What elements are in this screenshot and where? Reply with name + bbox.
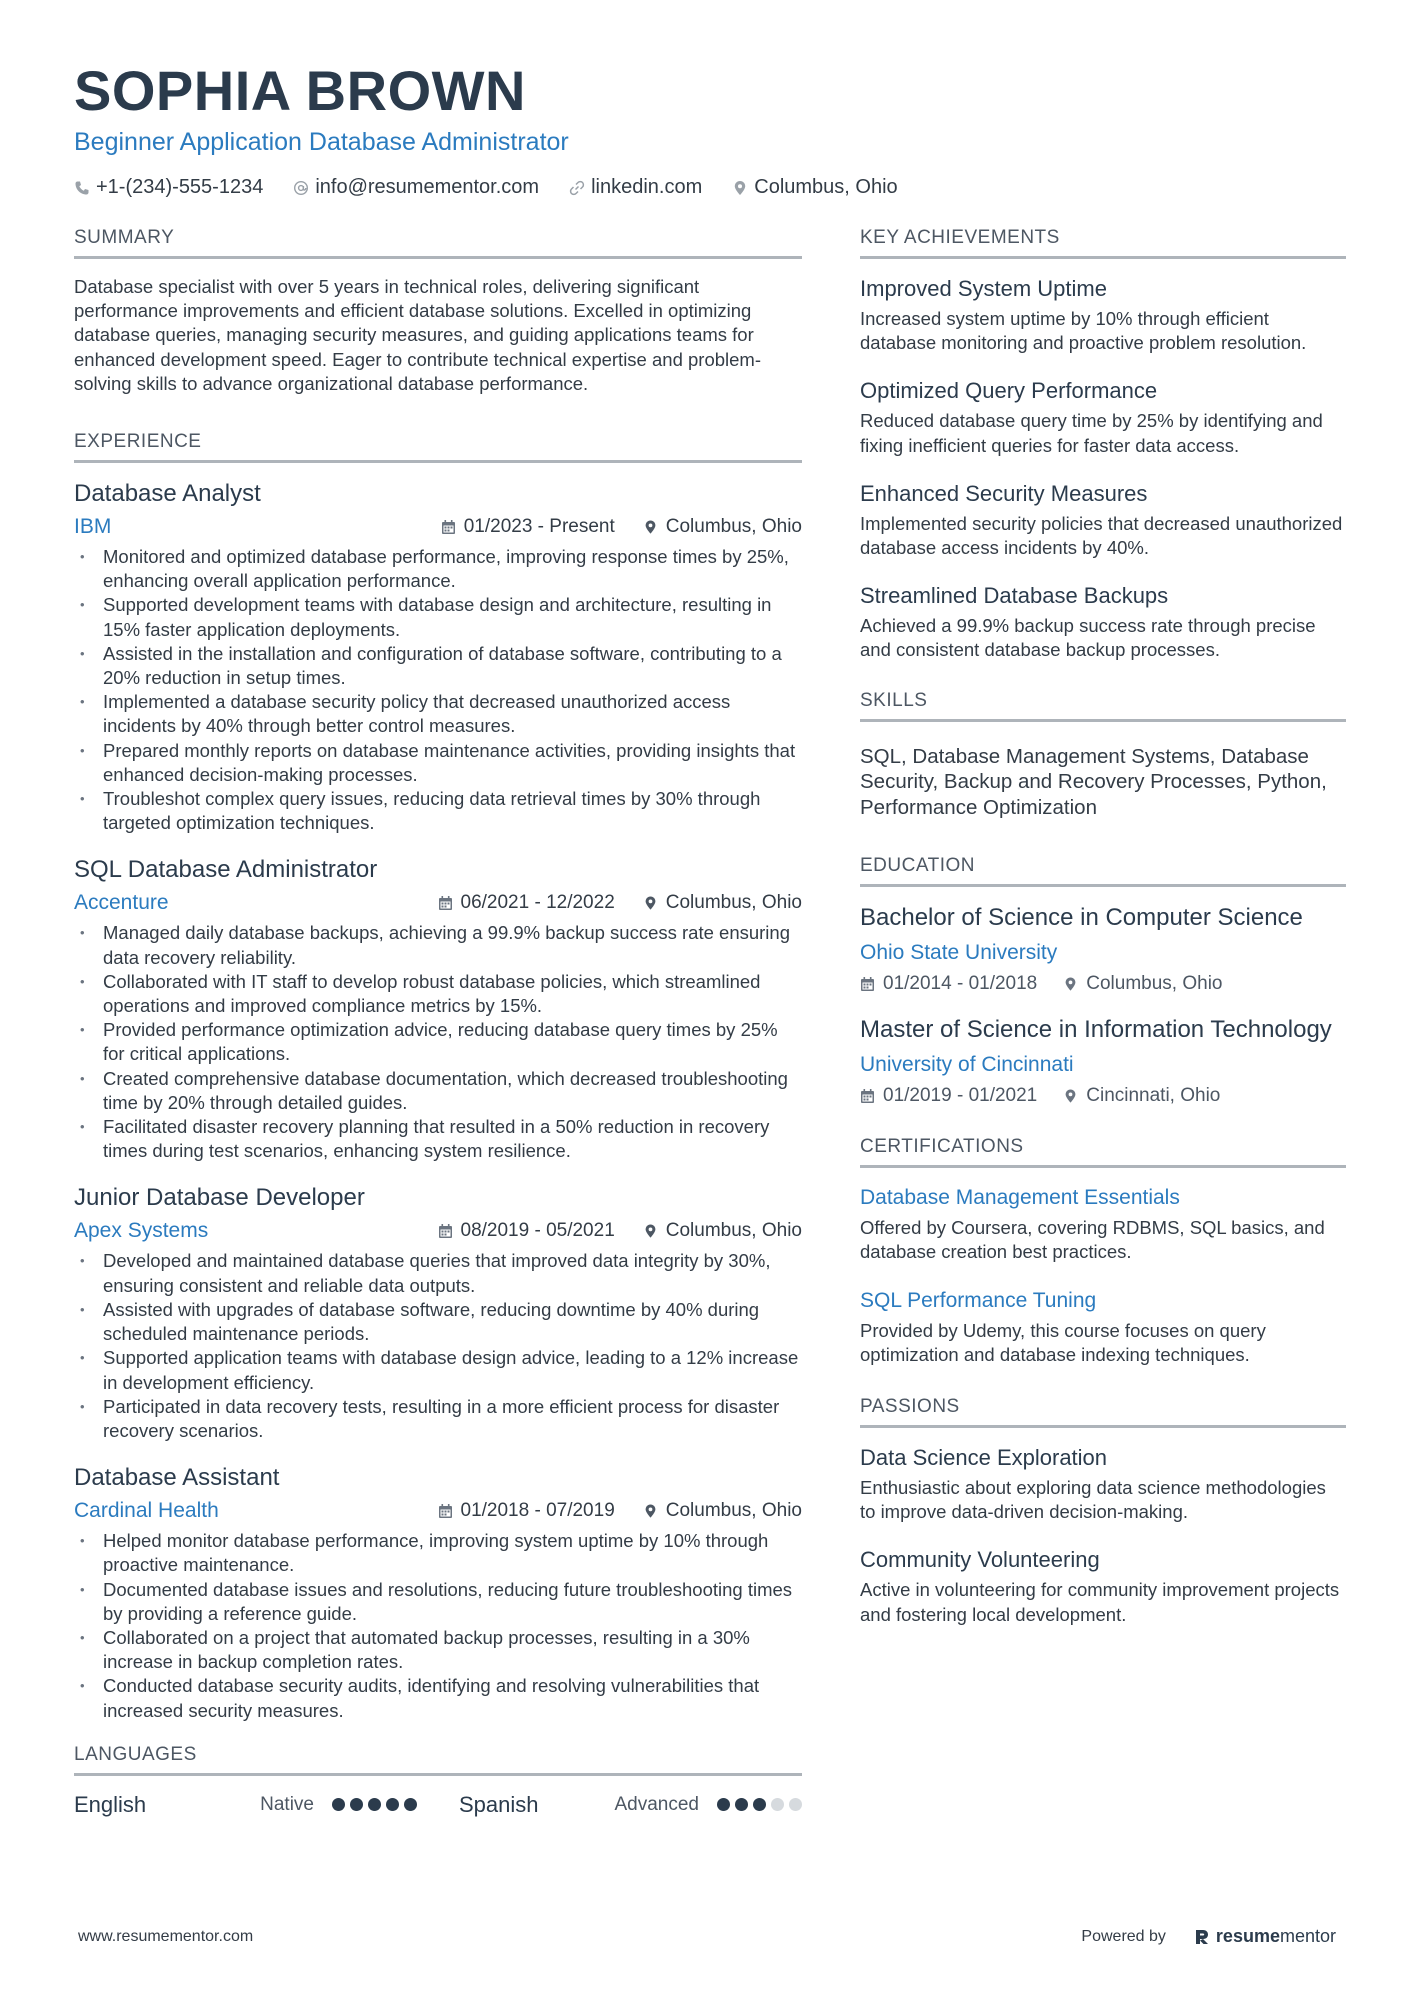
rating-dot-empty — [771, 1798, 784, 1811]
company-name: IBM — [74, 515, 112, 539]
powered-by-text: Powered by — [1081, 1927, 1166, 1945]
passion-title: Data Science Exploration — [860, 1444, 1108, 1470]
rating-dot-filled — [368, 1798, 381, 1811]
job-dates-text: 01/2018 - 07/2019 — [460, 1500, 615, 1522]
achievement-item — [860, 377, 1346, 457]
job-entry — [74, 1463, 802, 1723]
job-location-text: Columbus, Ohio — [665, 1220, 802, 1242]
job-dates-text: 06/2021 - 12/2022 — [460, 892, 615, 914]
bullet-item: • Supported development teams with database design and architecture, resulting in 15% faster application deployments. — [74, 593, 802, 641]
brand-bold-text: resume — [1215, 1926, 1280, 1946]
job-title: Database Assistant — [74, 1464, 280, 1492]
calendar-icon — [438, 1503, 453, 1519]
location-pin-icon — [643, 895, 658, 911]
achievement-desc: Achieved a 99.9% backup success rate through precise and consistent database backup processes. — [860, 615, 1316, 661]
left-column — [74, 226, 802, 1852]
job-entry — [74, 479, 802, 835]
language-proficiency — [614, 1794, 802, 1816]
achievement-item — [860, 275, 1346, 355]
language-rating — [717, 1798, 802, 1811]
skills-section — [860, 689, 1346, 821]
job-meta-details — [438, 892, 802, 914]
achievement-title: Improved System Uptime — [860, 276, 1107, 301]
job-bullets — [74, 545, 802, 835]
bullet-item: • Conducted database security audits, identifying and resolving vulnerabilities that increased security measures. — [74, 1674, 802, 1722]
education-meta — [860, 1085, 1346, 1107]
job-title: SQL Database Administrator — [74, 856, 378, 884]
location-pin-icon — [1063, 1088, 1078, 1104]
education-location — [1063, 973, 1222, 995]
languages-section — [74, 1743, 802, 1818]
education-school: Ohio State University — [860, 941, 1058, 965]
achievement-title: Enhanced Security Measures — [860, 480, 1148, 506]
location-pin-icon — [643, 1223, 658, 1239]
location-pin-icon — [1063, 976, 1078, 992]
certification-item — [860, 1184, 1346, 1264]
job-location — [643, 1500, 802, 1522]
bullet-item: • Prepared monthly reports on database maintenance activities, providing insights that enhanced decision-making processes. — [74, 739, 802, 787]
achievement-desc: Increased system uptime by 10% through efficient database monitoring and proactive problem resolution. — [860, 308, 1307, 354]
language-level: Advanced — [614, 1793, 699, 1815]
bullet-item: • Troubleshot complex query issues, reducing data retrieval times by 30% through targeted optimization techniques. — [74, 787, 802, 835]
job-entry — [74, 855, 802, 1163]
section-title-passions: PASSIONS — [860, 1395, 1346, 1428]
email-text: info@resumementor.com — [315, 176, 540, 198]
location-pin-icon — [732, 180, 748, 196]
education-dates — [860, 1085, 1037, 1107]
passions-section — [860, 1395, 1346, 1627]
achievements-section — [860, 226, 1346, 663]
education-location-text: Cincinnati, Ohio — [1086, 1085, 1221, 1107]
summary-text: Database specialist with over 5 years in technical roles, delivering significant performance improvements and efficient database solutions. Excelled in optimizing database queries, managing security measures, and guiding applications teams for enhanced development speed. Eager to contribute technical expertise and problem-solving skills to advance organizational database performance. — [74, 276, 761, 394]
education-location — [1063, 1085, 1220, 1107]
bullet-item: • Participated in data recovery tests, resulting in a more efficient process for disaster recovery scenarios. — [74, 1395, 802, 1443]
education-item — [860, 1015, 1346, 1107]
bullet-item: • Supported application teams with database design advice, leading to a 12% increase in development efficiency. — [74, 1346, 802, 1394]
education-meta — [860, 973, 1346, 995]
job-dates — [438, 1220, 615, 1242]
bullet-item: • Helped monitor database performance, improving system uptime by 10% through proactive maintenance. — [74, 1529, 802, 1577]
contact-bar — [74, 176, 1344, 199]
bullet-item: • Collaborated with IT staff to develop robust database policies, which streamlined operations and improved compliance metrics by 15%. — [74, 970, 802, 1018]
link-icon — [569, 180, 585, 196]
section-title-certifications: CERTIFICATIONS — [860, 1135, 1346, 1168]
brand-logo[interactable] — [1194, 1926, 1336, 1947]
company-name: Accenture — [74, 891, 169, 915]
bullet-item: • Assisted in the installation and configuration of database software, contributing to a 20% reduction in setup times. — [74, 642, 802, 690]
certification-desc: Provided by Udemy, this course focuses on query optimization and database indexing techniques. — [860, 1319, 1266, 1365]
education-school: University of Cincinnati — [860, 1053, 1074, 1077]
languages-row — [74, 1792, 802, 1818]
experience-section — [74, 430, 802, 1723]
rating-dot-empty — [789, 1798, 802, 1811]
bullet-item: • Developed and maintained database queries that improved data integrity by 30%, ensuring consistent and reliable data outputs. — [74, 1249, 802, 1297]
contact-email[interactable] — [293, 176, 539, 199]
candidate-name: SOPHIA BROWN — [74, 59, 526, 122]
education-dates — [860, 973, 1037, 995]
location-text: Columbus, Ohio — [754, 176, 898, 198]
job-title: Junior Database Developer — [74, 1184, 365, 1212]
education-dates-text: 01/2014 - 01/2018 — [883, 973, 1038, 995]
rating-dot-filled — [753, 1798, 766, 1811]
job-bullets — [74, 1249, 802, 1443]
phone-icon — [74, 180, 90, 196]
calendar-icon — [438, 1223, 453, 1239]
job-title: Database Analyst — [74, 480, 261, 508]
page-footer — [78, 1926, 1336, 1947]
section-title-education: EDUCATION — [860, 854, 1346, 887]
passion-desc: Enthusiastic about exploring data science methodologies to improve data-driven decision-making. — [860, 1476, 1326, 1523]
job-meta-details — [441, 516, 802, 538]
job-location-text: Columbus, Ohio — [665, 892, 802, 914]
job-bullets — [74, 1529, 802, 1723]
section-title-skills: SKILLS — [860, 689, 1346, 722]
bullet-item: • Implemented a database security policy that decreased unauthorized access incidents by 40% through better control measures. — [74, 690, 802, 738]
certification-title: SQL Performance Tuning — [860, 1288, 1097, 1312]
bullet-item: • Created comprehensive database documentation, which decreased troubleshooting time by 20% through detailed guides. — [74, 1067, 802, 1115]
job-entry — [74, 1183, 802, 1443]
job-dates — [438, 1500, 615, 1522]
job-dates — [438, 892, 615, 914]
location-pin-icon — [643, 1503, 658, 1519]
job-location — [643, 892, 802, 914]
education-dates-text: 01/2019 - 01/2021 — [883, 1085, 1038, 1107]
right-column — [860, 226, 1346, 1661]
achievement-title: Streamlined Database Backups — [860, 583, 1169, 609]
rating-dot-filled — [717, 1798, 730, 1811]
rating-dot-filled — [350, 1798, 363, 1811]
language-level: Native — [260, 1793, 314, 1815]
job-dates-text: 08/2019 - 05/2021 — [460, 1220, 615, 1242]
contact-linkedin[interactable] — [569, 176, 702, 199]
achievement-item — [860, 480, 1346, 560]
section-title-languages: LANGUAGES — [74, 1743, 802, 1776]
achievement-desc: Implemented security policies that decreased unauthorized database access incidents by 40%. — [860, 512, 1343, 559]
job-location-text: Columbus, Ohio — [665, 516, 802, 538]
job-meta — [74, 889, 802, 917]
education-item — [860, 903, 1346, 995]
job-meta — [74, 513, 802, 541]
calendar-icon — [438, 895, 453, 911]
summary-section — [74, 226, 802, 396]
job-location — [643, 516, 802, 538]
location-pin-icon — [643, 519, 658, 535]
footer-website-link[interactable]: www.resumementor.com — [78, 1927, 254, 1945]
education-location-text: Columbus, Ohio — [1086, 973, 1223, 995]
bullet-item: • Collaborated on a project that automated backup processes, resulting in a 30% increase in backup completion rates. — [74, 1626, 802, 1674]
rating-dot-filled — [735, 1798, 748, 1811]
achievement-item — [860, 582, 1346, 662]
job-meta — [74, 1497, 802, 1525]
language-rating — [332, 1798, 417, 1811]
job-dates — [441, 516, 615, 538]
certification-desc: Offered by Coursera, covering RDBMS, SQL basics, and database creation best practices. — [860, 1217, 1325, 1263]
resume-header — [74, 58, 1344, 199]
section-title-summary: SUMMARY — [74, 226, 802, 259]
job-dates-text: 01/2023 - Present — [463, 516, 615, 538]
passion-desc: Active in volunteering for community improvement projects and fostering local development. — [860, 1579, 1340, 1625]
rating-dot-filled — [404, 1798, 417, 1811]
language-item — [74, 1792, 417, 1818]
education-degree: Master of Science in Information Technology — [860, 1016, 1332, 1044]
passion-item — [860, 1546, 1346, 1626]
job-meta-details — [438, 1500, 802, 1522]
passion-title: Community Volunteering — [860, 1547, 1100, 1573]
bullet-item: • Documented database issues and resolutions, reducing future troubleshooting times by providing a reference guide. — [74, 1578, 802, 1626]
job-bullets — [74, 921, 802, 1163]
rating-dot-filled — [386, 1798, 399, 1811]
job-location-text: Columbus, Ohio — [665, 1500, 802, 1522]
certification-item — [860, 1287, 1346, 1367]
certification-title: Database Management Essentials — [860, 1186, 1180, 1210]
language-name: Spanish — [459, 1791, 539, 1817]
passion-item — [860, 1444, 1346, 1524]
brand-rest-text: mentor — [1279, 1926, 1336, 1946]
job-location — [643, 1220, 802, 1242]
language-item — [459, 1792, 802, 1818]
company-name: Apex Systems — [74, 1219, 209, 1243]
bullet-item: • Facilitated disaster recovery planning that resulted in a 50% reduction in recovery times during test scenarios, enhancing system resilience. — [74, 1115, 802, 1163]
candidate-role: Beginner Application Database Administrator — [74, 128, 569, 156]
job-meta — [74, 1217, 802, 1245]
bullet-item: • Monitored and optimized database performance, improving response times by 25%, enhancing overall application performance. — [74, 545, 802, 593]
skills-list: SQL, Database Management Systems, Database Security, Backup and Recovery Processes, Python, Performance Optimization — [860, 744, 1327, 819]
bullet-item: • Assisted with upgrades of database software, reducing downtime by 40% during scheduled maintenance periods. — [74, 1298, 802, 1346]
bullet-item: • Managed daily database backups, achieving a 99.9% backup success rate ensuring data recovery reliability. — [74, 921, 802, 969]
contact-phone[interactable] — [74, 176, 263, 199]
certifications-section — [860, 1135, 1346, 1367]
footer-branding — [1081, 1926, 1336, 1947]
phone-text: +1-(234)-555-1234 — [96, 176, 264, 198]
brand-mark-icon — [1194, 1928, 1210, 1946]
bullet-item: • Provided performance optimization advice, reducing database query times by 25% for critical applications. — [74, 1018, 802, 1066]
education-degree: Bachelor of Science in Computer Science — [860, 904, 1303, 932]
job-meta-details — [438, 1220, 802, 1242]
language-name: English — [74, 1791, 147, 1817]
rating-dot-filled — [332, 1798, 345, 1811]
language-proficiency — [260, 1794, 417, 1816]
achievement-title: Optimized Query Performance — [860, 378, 1158, 404]
calendar-icon — [860, 976, 875, 992]
section-title-experience: EXPERIENCE — [74, 430, 802, 463]
company-name: Cardinal Health — [74, 1499, 219, 1523]
calendar-icon — [441, 519, 456, 535]
education-section — [860, 854, 1346, 1107]
calendar-icon — [860, 1088, 875, 1104]
achievement-desc: Reduced database query time by 25% by identifying and fixing inefficient queries for faster data access. — [860, 410, 1323, 456]
linkedin-text: linkedin.com — [591, 176, 703, 198]
at-icon — [293, 180, 309, 196]
contact-location — [732, 176, 897, 199]
section-title-achievements: KEY ACHIEVEMENTS — [860, 226, 1346, 259]
